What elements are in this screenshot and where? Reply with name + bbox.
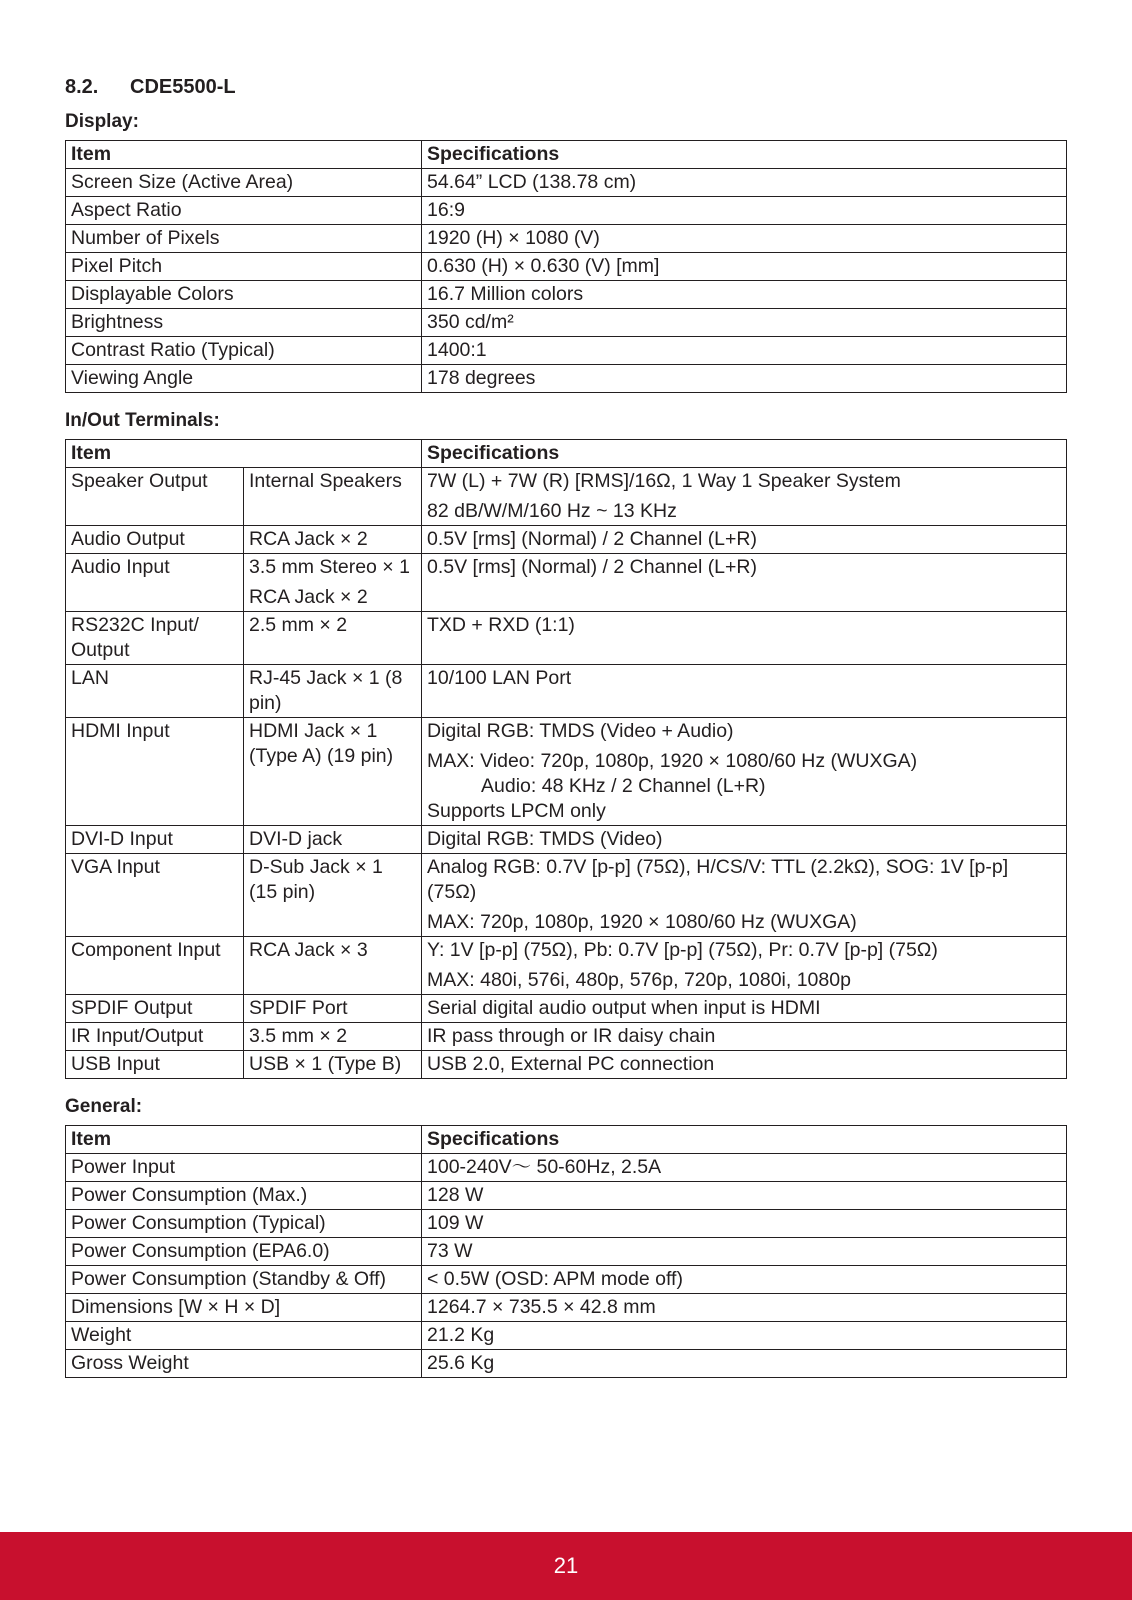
spec-cell	[422, 1051, 1067, 1079]
spec-cell: 21.2 Kg	[422, 1322, 1067, 1350]
section-title	[65, 72, 1067, 102]
item-cell: Dimensions [W × H × D]	[66, 1294, 422, 1322]
connector-line: 3.5 mm × 2	[249, 1025, 348, 1047]
table-row	[66, 197, 1067, 225]
spec-line: MAX: Video: 720p, 1080p, 1920 × 1080/60 Hz (WUXGA)	[427, 750, 918, 772]
item-cell: Power Consumption (Typical)	[66, 1210, 422, 1238]
table-row	[66, 995, 1067, 1023]
spec-line: TXD + RXD (1:1)	[427, 614, 575, 636]
header-item: Item	[66, 440, 422, 468]
spec-cell: 100-240V～ 50-60Hz, 2.5A	[422, 1154, 1067, 1182]
header-item: Item	[66, 141, 422, 169]
table-row	[66, 281, 1067, 309]
spec-cell: 1920 (H) × 1080 (V)	[422, 225, 1067, 253]
item-cell: Component Input	[66, 937, 244, 995]
table-row	[66, 225, 1067, 253]
spec-line: Digital RGB: TMDS (Video)	[427, 828, 663, 850]
item-cell: Brightness	[66, 309, 422, 337]
general-heading: General:	[65, 1096, 143, 1117]
connector-cell	[244, 854, 422, 937]
section-number: 8.2.	[65, 76, 99, 98]
terminals-table	[65, 439, 1067, 1079]
connector-cell	[244, 612, 422, 665]
table-row	[66, 337, 1067, 365]
section-name: CDE5500-L	[130, 76, 236, 98]
spec-cell: 109 W	[422, 1210, 1067, 1238]
table-header-row	[66, 440, 1067, 468]
terminals-heading: In/Out Terminals:	[65, 410, 220, 431]
connector-cell	[244, 526, 422, 554]
header-specifications: Specifications	[422, 1126, 1067, 1154]
item-cell: Screen Size (Active Area)	[66, 169, 422, 197]
table-row	[66, 468, 1067, 526]
header-item: Item	[66, 1126, 422, 1154]
spec-indent-line: Audio: 48 KHz / 2 Channel (L+R)	[481, 775, 766, 797]
spec-cell	[422, 1023, 1067, 1051]
item-cell: Power Consumption (Max.)	[66, 1182, 422, 1210]
table-header-row	[66, 141, 1067, 169]
connector-cell	[244, 554, 422, 612]
spec-cell: 16.7 Million colors	[422, 281, 1067, 309]
table-row	[66, 1182, 1067, 1210]
spec-line: MAX: 720p, 1080p, 1920 × 1080/60 Hz (WUXGA)	[427, 911, 857, 933]
terminals-table-body	[66, 468, 1067, 1079]
item-cell: Power Consumption (EPA6.0)	[66, 1238, 422, 1266]
table-header-row	[66, 1126, 1067, 1154]
page-footer	[0, 1532, 1132, 1600]
table-row	[66, 665, 1067, 718]
table-row	[66, 1294, 1067, 1322]
item-cell: Audio Output	[66, 526, 244, 554]
spec-line: Digital RGB: TMDS (Video + Audio)	[427, 720, 734, 742]
table-row	[66, 1023, 1067, 1051]
item-cell: Gross Weight	[66, 1350, 422, 1378]
item-cell: Contrast Ratio (Typical)	[66, 337, 422, 365]
table-row	[66, 554, 1067, 612]
item-cell: Speaker Output	[66, 468, 244, 526]
connector-cell	[244, 1051, 422, 1079]
spec-line: 0.5V [rms] (Normal) / 2 Channel (L+R)	[427, 528, 757, 550]
general-table-body	[66, 1154, 1067, 1378]
connector-cell	[244, 826, 422, 854]
general-table	[65, 1125, 1067, 1378]
spec-line: Serial digital audio output when input is HDMI	[427, 997, 821, 1019]
table-row	[66, 169, 1067, 197]
spec-cell	[422, 854, 1067, 937]
table-row	[66, 1238, 1067, 1266]
spec-cell: 128 W	[422, 1182, 1067, 1210]
spec-cell	[422, 468, 1067, 526]
spec-cell: 178 degrees	[422, 365, 1067, 393]
header-specifications: Specifications	[422, 141, 1067, 169]
table-row	[66, 1210, 1067, 1238]
item-cell: Power Input	[66, 1154, 422, 1182]
item-cell: VGA Input	[66, 854, 244, 937]
connector-line: SPDIF Port	[249, 997, 348, 1019]
page-number: 21	[553, 1553, 579, 1578]
item-cell: Number of Pixels	[66, 225, 422, 253]
spec-cell: 54.64” LCD (138.78 cm)	[422, 169, 1067, 197]
table-row	[66, 937, 1067, 995]
spec-cell: < 0.5W (OSD: APM mode off)	[422, 1266, 1067, 1294]
spec-cell: 25.6 Kg	[422, 1350, 1067, 1378]
item-cell: Displayable Colors	[66, 281, 422, 309]
spec-cell	[422, 718, 1067, 826]
display-heading: Display:	[65, 111, 139, 132]
item-cell: Aspect Ratio	[66, 197, 422, 225]
spec-line: Y: 1V [p-p] (75Ω), Pb: 0.7V [p-p] (75Ω), Pr: 0.7V [p-p] (75Ω)	[427, 939, 938, 961]
page-content	[65, 72, 1067, 1396]
spec-line: MAX: 480i, 576i, 480p, 576p, 720p, 1080i, 1080p	[427, 969, 851, 991]
table-row	[66, 612, 1067, 665]
spec-cell: 350 cd/m²	[422, 309, 1067, 337]
item-cell: USB Input	[66, 1051, 244, 1079]
spec-line: Supports LPCM only	[427, 800, 606, 822]
item-cell: IR Input/Output	[66, 1023, 244, 1051]
table-row	[66, 1350, 1067, 1378]
spec-cell: 73 W	[422, 1238, 1067, 1266]
spec-cell	[422, 995, 1067, 1023]
spec-line: 82 dB/W/M/160 Hz ~ 13 KHz	[427, 500, 677, 522]
spec-line: IR pass through or IR daisy chain	[427, 1025, 716, 1047]
spec-cell: 1400:1	[422, 337, 1067, 365]
table-row	[66, 826, 1067, 854]
spec-cell	[422, 612, 1067, 665]
table-row	[66, 309, 1067, 337]
connector-cell	[244, 468, 422, 526]
connector-cell	[244, 995, 422, 1023]
spec-cell: 0.630 (H) × 0.630 (V) [mm]	[422, 253, 1067, 281]
connector-line: D-Sub Jack × 1 (15 pin)	[249, 856, 383, 903]
item-cell: Power Consumption (Standby & Off)	[66, 1266, 422, 1294]
item-cell: LAN	[66, 665, 244, 718]
item-cell: Audio Input	[66, 554, 244, 612]
spec-cell	[422, 554, 1067, 612]
display-table	[65, 140, 1067, 393]
connector-cell	[244, 665, 422, 718]
connector-line: RJ-45 Jack × 1 (8 pin)	[249, 667, 403, 714]
spec-line: Analog RGB: 0.7V [p-p] (75Ω), H/CS/V: TTL (2.2kΩ), SOG: 1V [p-p] (75Ω)	[427, 856, 1009, 903]
item-cell: Weight	[66, 1322, 422, 1350]
connector-cell	[244, 937, 422, 995]
connector-cell	[244, 718, 422, 826]
spec-line: 10/100 LAN Port	[427, 667, 572, 689]
display-table-body	[66, 169, 1067, 393]
connector-line: RCA Jack × 2	[249, 586, 368, 608]
item-cell: SPDIF Output	[66, 995, 244, 1023]
table-row	[66, 253, 1067, 281]
spec-line: 7W (L) + 7W (R) [RMS]/16Ω, 1 Way 1 Speaker System	[427, 470, 901, 492]
spec-line: USB 2.0, External PC connection	[427, 1053, 715, 1075]
item-cell: Viewing Angle	[66, 365, 422, 393]
item-cell: DVI-D Input	[66, 826, 244, 854]
table-row	[66, 1322, 1067, 1350]
connector-line: HDMI Jack × 1 (Type A) (19 pin)	[249, 720, 394, 767]
connector-line: 2.5 mm × 2	[249, 614, 348, 636]
connector-line: RCA Jack × 2	[249, 528, 368, 550]
table-row	[66, 365, 1067, 393]
spec-cell: 16:9	[422, 197, 1067, 225]
spec-cell	[422, 526, 1067, 554]
connector-line: RCA Jack × 3	[249, 939, 368, 961]
table-row	[66, 854, 1067, 937]
spec-cell	[422, 937, 1067, 995]
connector-cell	[244, 1023, 422, 1051]
item-cell: HDMI Input	[66, 718, 244, 826]
item-cell: Pixel Pitch	[66, 253, 422, 281]
connector-line: 3.5 mm Stereo × 1	[249, 556, 410, 578]
table-row	[66, 1051, 1067, 1079]
item-cell: RS232C Input/ Output	[66, 612, 244, 665]
spec-cell	[422, 826, 1067, 854]
table-row	[66, 718, 1067, 826]
table-row	[66, 526, 1067, 554]
connector-line: USB × 1 (Type B)	[249, 1053, 402, 1075]
header-specifications: Specifications	[422, 440, 1067, 468]
spec-cell	[422, 665, 1067, 718]
connector-line: DVI-D jack	[249, 828, 343, 850]
spec-cell: 1264.7 × 735.5 × 42.8 mm	[422, 1294, 1067, 1322]
table-row	[66, 1266, 1067, 1294]
spec-line: 0.5V [rms] (Normal) / 2 Channel (L+R)	[427, 556, 757, 578]
connector-line: Internal Speakers	[249, 470, 402, 492]
table-row	[66, 1154, 1067, 1182]
